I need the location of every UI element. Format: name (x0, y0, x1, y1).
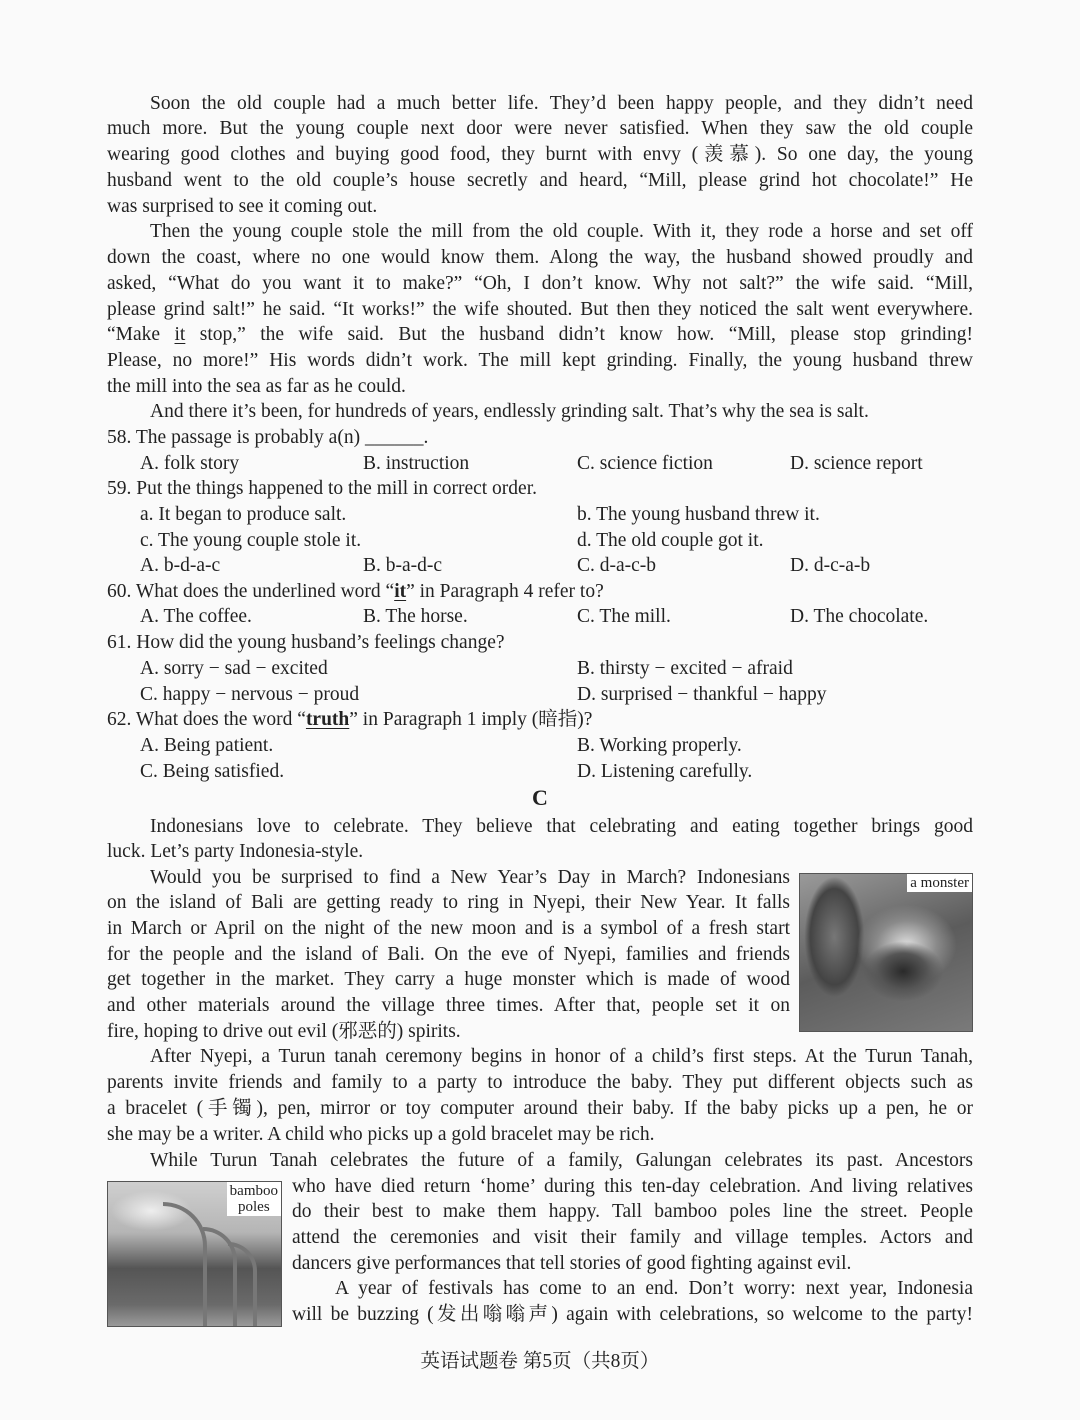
passage-line: she may be a writer. A child who picks up a gold bracelet may be rich. (107, 1124, 655, 1145)
underlined-word: it (394, 581, 407, 602)
passage-line: on the island of Bali are getting ready to ring in Nyepi, their New Year. It falls (107, 892, 790, 913)
passage-line: After Nyepi, a Turun tanah ceremony begins in honor of a child’s first steps. At the Turun Tanah, (150, 1046, 973, 1067)
passage-line: much more. But the young couple next door were never satisfied. When they saw the old couple (107, 118, 973, 139)
passage-line: a bracelet (手镯), pen, mirror or toy computer around their baby. If the baby picks up a pen, he or (107, 1098, 973, 1119)
passage-line: husband went to the old couple’s house secretly and heard, “Mill, please grind hot chocolate!” He (107, 170, 973, 191)
answer-option: A. Being patient. (140, 735, 274, 756)
passage-line: for the people and the island of Bali. On the eve of Nyepi, families and friends (107, 944, 790, 965)
page-footer: 英语试题卷 第5页（共8页） (420, 1351, 660, 1372)
passage-line: While Turun Tanah celebrates the future of a family, Galungan celebrates its past. Ancestors (150, 1150, 973, 1171)
bamboo-caption (227, 1182, 281, 1216)
order-item: d. The old couple got it. (577, 530, 764, 551)
answer-option: C. Being satisfied. (140, 761, 285, 782)
question-58: 58. The passage is probably a(n) ______. (107, 427, 429, 448)
passage-line: A year of festivals has come to an end. Don’t worry: next year, Indonesia (335, 1278, 973, 1299)
answer-option: D. The chocolate. (790, 606, 929, 627)
answer-option: B. b-a-d-c (363, 555, 443, 576)
passage-line: who have died return ‘home’ during this ten-day celebration. And living relatives (292, 1176, 973, 1197)
answer-option: D. d-c-a-b (790, 555, 871, 576)
passage-line: Please, no more!” His words didn’t work. The mill kept grinding. Finally, the young husband threw (107, 350, 973, 371)
passage-line: in March or April on the night of the new moon and is a symbol of a fresh start (107, 918, 790, 939)
passage-line: And there it’s been, for hundreds of years, endlessly grinding salt. That’s why the sea is salt. (150, 401, 869, 422)
answer-option: A. b-d-a-c (140, 555, 221, 576)
answer-option: B. instruction (363, 453, 470, 474)
answer-option: A. folk story (140, 453, 240, 474)
answer-option: B. Working properly. (577, 735, 742, 756)
passage-line: get together in the market. They carry a huge monster which is made of wood (107, 969, 790, 990)
passage-line: wearing good clothes and buying good food, they burnt with envy (羡慕). So one day, the young (107, 144, 973, 165)
answer-option: C. d-a-c-b (577, 555, 657, 576)
passage-line: down the coast, where no one would know them. Along the way, the husband showed proudly and (107, 247, 973, 268)
passage-line: Then the young couple stole the mill from the old couple. With it, they rode a horse and set off (150, 221, 973, 242)
underlined-word: it (174, 324, 186, 345)
bamboo-poles-photo (107, 1181, 282, 1327)
passage-line: Indonesians love to celebrate. They believe that celebrating and eating together brings good (150, 816, 973, 837)
answer-option: A. The coffee. (140, 606, 252, 627)
caption-line: bamboo (229, 1183, 278, 1199)
question-59: 59. Put the things happened to the mill in correct order. (107, 478, 537, 499)
passage-line: asked, “What do you want it to make?” “Oh, I don’t know. Why not salt?” the wife said. “Mill, (107, 273, 973, 294)
passage-line: and other materials around the village three times. After that, people set it on (107, 995, 790, 1016)
passage-line: “Make it stop,” the wife said. But the husband didn’t know how. “Mill, please stop grinding! (107, 324, 973, 345)
passage-line: attend the ceremonies and visit their family and village temples. Actors and (292, 1227, 973, 1248)
order-item: a. It began to produce salt. (140, 504, 347, 525)
question-61: 61. How did the young husband’s feelings change? (107, 632, 505, 653)
answer-option: C. The mill. (577, 606, 671, 627)
answer-option: D. science report (790, 453, 923, 474)
passage-line: was surprised to see it coming out. (107, 196, 378, 217)
order-item: c. The young couple stole it. (140, 530, 362, 551)
answer-option: D. surprised − thankful − happy (577, 684, 827, 705)
underlined-word: truth (305, 709, 350, 730)
section-c-heading: C (532, 785, 548, 810)
answer-option: B. thirsty − excited − afraid (577, 658, 793, 679)
passage-line: fire, hoping to drive out evil (邪恶的) spirits. (107, 1021, 461, 1042)
passage-line: please grind salt!” he said. “It works!” the wife shouted. But then they noticed the salt went everywhere. (107, 299, 973, 320)
answer-option: A. sorry − sad − excited (140, 658, 328, 679)
answer-option: C. science fiction (577, 453, 713, 474)
passage-line: Would you be surprised to find a New Year’s Day in March? Indonesians (150, 867, 790, 888)
passage-line: parents invite friends and family to a party to introduce the baby. They put different objects such as (107, 1072, 973, 1093)
answer-option: B. The horse. (363, 606, 468, 627)
answer-option: C. happy − nervous − proud (140, 684, 360, 705)
question-60: 60. What does the underlined word “it” in Paragraph 4 refer to? (107, 581, 604, 602)
passage-line: will be buzzing (发出嗡嗡声) again with celebrations, so welcome to the party! (292, 1304, 973, 1325)
passage-line: dancers give performances that tell stories of good fighting against evil. (292, 1253, 852, 1274)
passage-line: the mill into the sea as far as he could. (107, 376, 406, 397)
answer-option: D. Listening carefully. (577, 761, 753, 782)
caption-line: poles (238, 1199, 270, 1215)
order-item: b. The young husband threw it. (577, 504, 820, 525)
monster-photo (799, 873, 973, 1032)
passage-line: Soon the old couple had a much better life. They’d been happy people, and they didn’t need (150, 93, 973, 114)
passage-line: luck. Let’s party Indonesia-style. (107, 841, 364, 862)
question-62: 62. What does the word “truth” in Paragraph 1 imply (暗指)? (107, 709, 593, 730)
passage-line: do their best to make them happy. Tall bamboo poles line the street. People (292, 1201, 973, 1222)
monster-caption: a monster (907, 874, 972, 892)
